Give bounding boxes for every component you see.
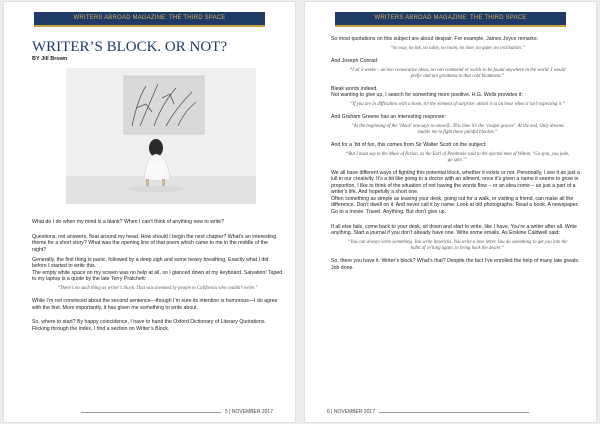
- magazine-banner: WRITERS ABROAD MAGAZINE: THE THIRD SPACE: [34, 12, 265, 27]
- magazine-banner: WRITERS ABROAD MAGAZINE: THE THIRD SPACE: [335, 12, 566, 27]
- paragraph: Questions, not answers, float around my head. How should I begin the next chapter? What’s an interesting theme for a short story? What was the opening line of that poem which came to me in the middle of the night?: [32, 233, 277, 253]
- article-byline: BY Jill Brown: [32, 56, 68, 62]
- paragraph: So most quotations on this subject are about despair. For example, James Joyce remarks:: [331, 36, 539, 42]
- paragraph: While I’m not convinced about the second sentence—though I’m sure its intention is humorous—I do agree with the first. More importantly, it has given me something to write about.: [32, 298, 278, 311]
- page-number: 6 | NOVEMBER 2017: [327, 409, 375, 415]
- right-article-column: [331, 36, 584, 274]
- page-number: 5 | NOVEMBER 2017: [225, 409, 273, 415]
- scott-quote: “But I must say to the Muse of fiction, as the Earl of Pembroke said to the ejected men of Wilton, ‘Go spin, you jade, go spin.’”: [345, 151, 570, 163]
- paragraph: So, where to start? By happy coincidence, I have to hand the Oxford Dictionary of Literary Quotations. Flicking through the index, I find a section on Writer’s Block.: [32, 319, 266, 332]
- paragraph: Not wanting to give up, I search for something more positive. H.G. Wells provides it:: [331, 92, 523, 99]
- paragraph: Generally, the first thing is panic, followed by a deep sigh and some heavy breathing. Exactly what I did before I started to write this.: [32, 256, 269, 270]
- caldwell-quote: “You can always write something. You write limericks. You write a love letter. You do something to get you into the habit of writing again, to bring back the desire.”: [347, 240, 568, 252]
- greene-quote: “At the beginning of the ‘block’ one says to oneself...This time it’s the ‘couple graces’. At the end, Only dreams enable me to fight these painful blockes.”: [351, 123, 564, 135]
- footer-rule: [81, 412, 221, 413]
- wells-quote: “If you are in difficulties with a book, try the element of surprise: attack it at an hour when it isn’t expecting it.”: [349, 101, 566, 107]
- conrad-quote: “I sit 3 weeks – an two consecutive ideas, no can commend or words to be found anywhere in the world. I would prefer and not greatness to that cold blankness.”: [349, 67, 566, 79]
- paragraph: Bleak words indeed.: [331, 85, 378, 92]
- paragraph: And for a ‘bit of fun, this comes from Sir Walter Scott on the subject:: [331, 141, 487, 148]
- article-title: WRITER’S BLOCK. OR NOT?: [32, 39, 227, 55]
- paragraph: Often something as simple as leaving your desk, going out for a walk, or visiting a friend, can make all the difference. Don’t dwell on it. And never call it by name. Look at old photographs. Read a book. A newspaper. Go to a movie. Travel. Anything. But don’t give up.: [331, 195, 579, 216]
- paragraph: So, there you have it. Writer’s block? What’s that? Despite the fact I’ve enrolled the help of many late greats. Job done.: [331, 258, 580, 271]
- paragraph: What do I do when my mind is a blank? When I can’t think of anything new to write?: [32, 219, 225, 225]
- paragraph: If all else fails, come back to your desk, sit down and start to write, like I have. You’re a writer after all. Write anything. Start a journal if you don’t already have one. Write some emails. As Erskine Caldwell said:: [331, 223, 577, 237]
- page-footer-right: [327, 409, 375, 415]
- left-article-column: [32, 219, 283, 336]
- paragraph: And Joseph Conrad:: [331, 57, 379, 64]
- paragraph: And Graham Greene has an interesting response:: [331, 113, 446, 120]
- paragraph: The empty white space on my screen was no help at all, so I glanced down at my keyboard. Salvation! Taped to my laptop is a quote by the late Terry Pratchett:: [32, 269, 283, 283]
- article-photo: [66, 68, 256, 204]
- woman-sitting-illustration: [66, 68, 256, 204]
- left-page: [4, 2, 295, 422]
- page-footer-left: [225, 409, 273, 415]
- paragraph: We all have different ways of fighting this potential block, whether it exists or not. Personally, I see it as just a lull in our creativity. It’s a bit like going to a doctor with an ailment, once it’s given a name it seems to grow in proportion. I like to think of the situation of not having the words flow – or an idea come – as just a part of a writer’s life. And hopefully a short one.: [331, 169, 580, 196]
- footer-rule: [379, 412, 529, 413]
- right-page: [305, 2, 596, 422]
- pratchett-quote: “There’s no such thing as writer’s block. That was invented by people in California who couldn’t write.”: [57, 286, 258, 292]
- joyce-quote: “no way, no ink, no table, no room, no time, no quiet, no inclination.”: [390, 45, 525, 51]
